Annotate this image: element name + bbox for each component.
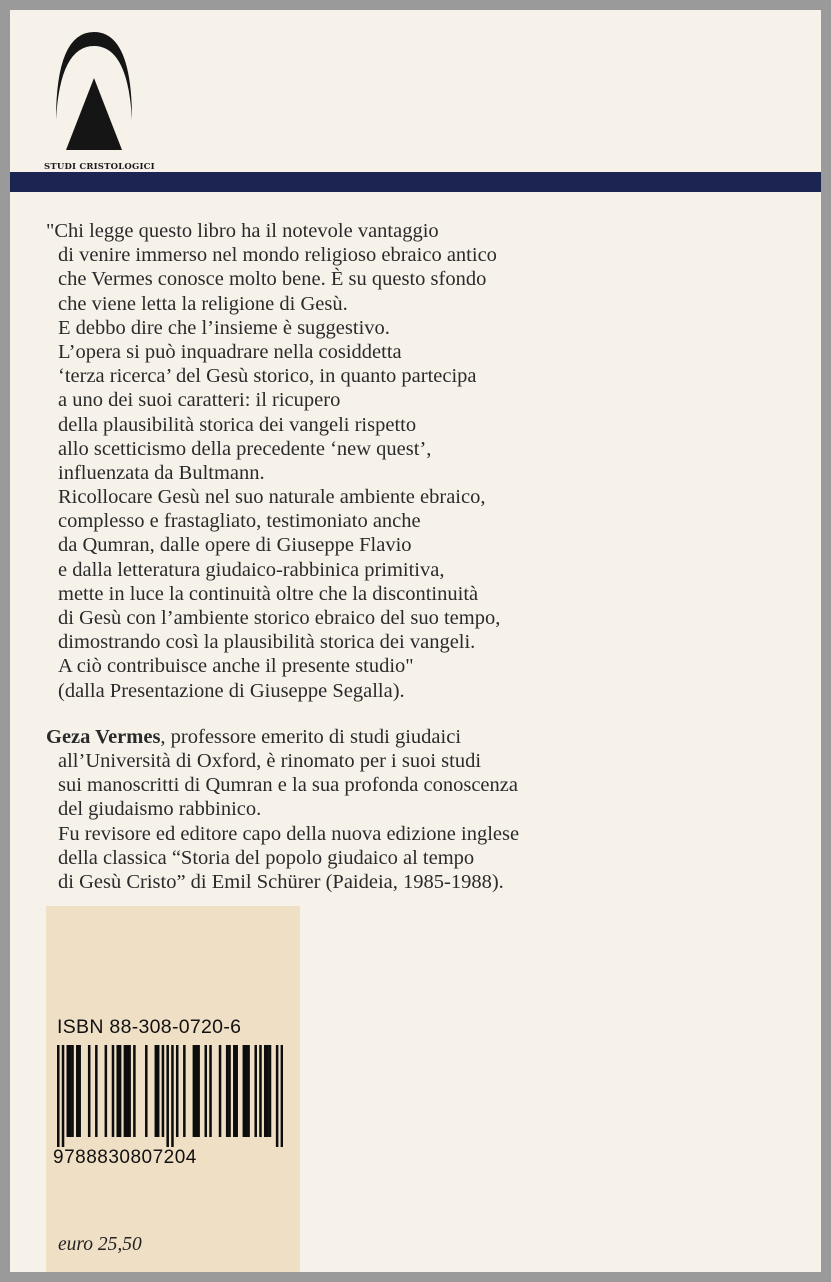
barcode-bar bbox=[245, 1045, 248, 1137]
barcode-bar bbox=[88, 1045, 91, 1137]
author-bio-line: sui manoscritti di Qumran e la sua profonda conoscenza bbox=[58, 774, 518, 797]
navy-band bbox=[10, 172, 821, 192]
blurb-line: A ciò contribuisce anche il presente studio" bbox=[58, 655, 414, 678]
blurb-line: mette in luce la continuità oltre che la discontinuità bbox=[58, 582, 479, 605]
blurb-line: della plausibilità storica dei vangeli rispetto bbox=[58, 413, 417, 436]
author-bio-line: all’Università di Oxford, è rinomato per i suoi studi bbox=[58, 749, 482, 772]
barcode-bar bbox=[281, 1045, 283, 1147]
barcode-bar bbox=[269, 1045, 272, 1137]
barcode-bar bbox=[112, 1045, 115, 1137]
blurb-line: L’opera si può inquadrare nella cosiddetta bbox=[58, 340, 402, 363]
back-cover-text bbox=[46, 219, 776, 894]
triangle-arch-logo-icon bbox=[44, 28, 144, 158]
barcode-bar bbox=[219, 1045, 222, 1137]
blurb-line: che Vermes conosce molto bene. È su questo sfondo bbox=[58, 268, 487, 291]
barcode-bar bbox=[195, 1045, 198, 1137]
barcode-bar bbox=[69, 1045, 72, 1137]
barcode-bar bbox=[247, 1045, 250, 1137]
blurb-line: di Gesù con l’ambiente storico ebraico del suo tempo, bbox=[58, 607, 501, 629]
barcode-bar bbox=[124, 1045, 127, 1137]
barcode-bar bbox=[204, 1045, 207, 1137]
barcode-bar bbox=[126, 1045, 129, 1137]
barcode-bar bbox=[193, 1045, 196, 1137]
blurb-line: allo scetticismo della precedente ‘new quest’, bbox=[58, 437, 432, 460]
barcode-bar bbox=[105, 1045, 108, 1137]
barcode-bar bbox=[197, 1045, 200, 1137]
author-bio-line: di Gesù Cristo” di Emil Schürer (Paideia, 1985-1988). bbox=[58, 870, 504, 893]
blurb-line: "Chi legge questo libro ha il notevole vantaggio bbox=[46, 220, 439, 242]
ean-digits: 9788830807204 bbox=[53, 1147, 197, 1168]
series-name: STUDI CRISTOLOGICI bbox=[44, 162, 155, 172]
author-bio-line bbox=[46, 725, 776, 749]
barcode-bar bbox=[67, 1045, 70, 1137]
barcode-bar bbox=[157, 1045, 160, 1137]
barcode-bar bbox=[57, 1045, 60, 1147]
barcode-bar bbox=[133, 1045, 136, 1137]
barcode-bar bbox=[145, 1045, 148, 1137]
author-bio-line: Fu revisore ed editore capo della nuova edizione inglese bbox=[58, 822, 520, 845]
back-cover bbox=[10, 10, 821, 1272]
blurb-quote bbox=[46, 219, 776, 703]
barcode-bar bbox=[62, 1045, 65, 1147]
barcode-bar bbox=[259, 1045, 262, 1137]
barcode-bar bbox=[128, 1045, 131, 1137]
barcode-bar bbox=[226, 1045, 229, 1137]
blurb-line: da Qumran, dalle opere di Giuseppe Flavio bbox=[58, 534, 412, 557]
blurb-line: complesso e frastagliato, testimoniato anche bbox=[58, 510, 421, 533]
barcode-bar bbox=[183, 1045, 186, 1137]
barcode-bar bbox=[264, 1045, 267, 1137]
barcode-bar bbox=[235, 1045, 238, 1137]
barcode-bar bbox=[209, 1045, 212, 1137]
price: euro 25,50 bbox=[58, 1234, 142, 1255]
barcode-image bbox=[57, 1045, 283, 1147]
author-bio-line: della classica “Storia del popolo giudaico al tempo bbox=[58, 846, 475, 869]
barcode-bar bbox=[78, 1045, 81, 1137]
barcode-bar bbox=[276, 1045, 279, 1147]
author-bio-line: del giudaismo rabbinico. bbox=[58, 798, 262, 821]
barcode-bar bbox=[162, 1045, 165, 1137]
blurb-line: Ricollocare Gesù nel suo naturale ambiente ebraico, bbox=[58, 486, 486, 509]
blurb-line: influenzata da Bultmann. bbox=[58, 461, 265, 484]
blurb-line: ‘terza ricerca’ del Gesù storico, in quanto partecipa bbox=[58, 365, 477, 388]
barcode-bar bbox=[171, 1045, 174, 1147]
blurb-line: (dalla Presentazione di Giuseppe Segalla). bbox=[58, 679, 405, 702]
blurb-line: a uno dei suoi caratteri: il ricupero bbox=[58, 389, 341, 412]
barcode-bar bbox=[233, 1045, 236, 1137]
barcode-bar bbox=[243, 1045, 246, 1137]
author-bio-text: , professore emerito di studi giudaici bbox=[160, 725, 462, 748]
author-name: Geza Vermes bbox=[46, 725, 161, 748]
series-logo bbox=[44, 28, 155, 172]
barcode-bar bbox=[266, 1045, 269, 1137]
barcode-bar bbox=[95, 1045, 98, 1137]
isbn-number: ISBN 88-308-0720-6 bbox=[57, 1016, 242, 1038]
barcode-bar bbox=[176, 1045, 179, 1137]
barcode-bar bbox=[71, 1045, 74, 1137]
barcode-bar bbox=[76, 1045, 79, 1137]
barcode-bar bbox=[166, 1045, 169, 1147]
barcode-bar bbox=[228, 1045, 231, 1137]
barcode-bar bbox=[116, 1045, 119, 1137]
blurb-line: e dalla letteratura giudaico-rabbinica primitiva, bbox=[58, 558, 445, 581]
blurb-line: E debbo dire che l’insieme è suggestivo. bbox=[58, 316, 390, 339]
barcode-bar bbox=[254, 1045, 257, 1137]
author-bio bbox=[46, 725, 776, 894]
blurb-line: che viene letta la religione di Gesù. bbox=[58, 292, 348, 315]
barcode-bar bbox=[119, 1045, 122, 1137]
blurb-line: di venire immerso nel mondo religioso ebraico antico bbox=[58, 244, 497, 267]
barcode-bar bbox=[155, 1045, 158, 1137]
blurb-line: dimostrando così la plausibilità storica dei vangeli. bbox=[58, 631, 476, 654]
